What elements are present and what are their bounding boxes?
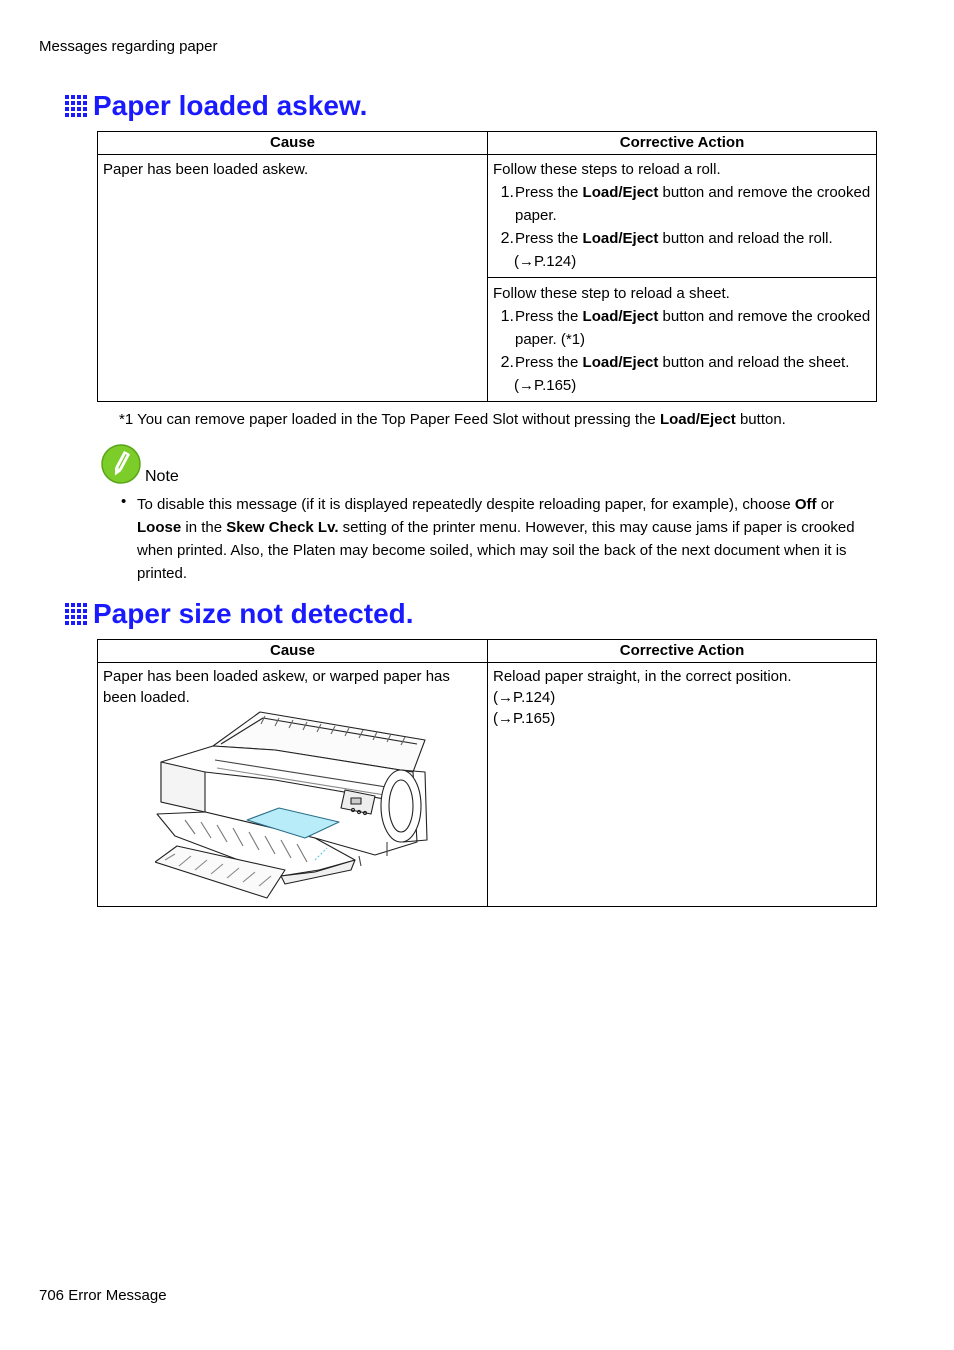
section-heading-paper-loaded-askew (65, 90, 367, 122)
section-title: Paper size not detected. (93, 598, 414, 629)
column-header-action: Corrective Action (488, 132, 877, 155)
load-eject-label: Load/Eject (582, 184, 659, 201)
step-list (493, 181, 871, 273)
load-eject-label: Load/Eject (582, 230, 659, 247)
load-eject-label: Load/Eject (582, 354, 659, 371)
error-table-askew (97, 131, 877, 402)
column-header-action: Corrective Action (488, 640, 877, 663)
load-eject-label: Load/Eject (659, 411, 736, 428)
step-list (493, 305, 871, 397)
step-text: Press the Load/Eject button and remove the crooked paper. (*1) (515, 308, 871, 348)
step-number: 2. (500, 230, 514, 247)
column-header-cause: Cause (98, 132, 488, 155)
page-footer: 706 Error Message (39, 1287, 167, 1304)
page-reference-link[interactable]: (→P.165) (514, 377, 577, 394)
column-header-cause: Cause (98, 640, 488, 663)
action-intro: Follow these steps to reload a roll. (493, 161, 721, 178)
cause-text: Paper has been loaded askew, or warped paper has been loaded. (103, 668, 450, 706)
list-item (493, 227, 871, 250)
note-label: Note (145, 468, 179, 485)
step-text: Press the Load/Eject button and reload the roll. (515, 230, 833, 247)
note-text: To disable this message (if it is displayed repeatedly despite reloading paper, for example), choose Off or Loose in the Skew Check Lv. setting of the printer menu. However, this may cause jams if paper is crooked when printed. Also, the Platen may become soiled, which may soil the back of the next document when it is printed. (137, 496, 855, 582)
printer-illustration (155, 710, 435, 902)
note-header (101, 444, 179, 484)
step-text: Press the Load/Eject button and reload the sheet. (515, 354, 850, 371)
page-reference-link[interactable]: (→P.124) (493, 689, 556, 706)
page-reference-link[interactable]: (→P.165) (493, 710, 556, 727)
step-number: 1. (500, 308, 514, 325)
load-eject-label: Load/Eject (582, 308, 659, 325)
grid-icon (65, 95, 87, 117)
step-number: 2. (500, 354, 514, 371)
action-cell-sheet (488, 278, 877, 402)
list-item (493, 351, 871, 374)
error-table-size-not-detected (97, 639, 877, 907)
footnote: *1 You can remove paper loaded in the Top Paper Feed Slot without pressing the Load/Eject button. (119, 411, 786, 428)
grid-icon (65, 603, 87, 625)
cause-cell (98, 663, 488, 907)
action-cell (488, 663, 877, 907)
step-text: Press the Load/Eject button and remove the crooked paper. (515, 184, 871, 224)
step-number: 1. (500, 184, 514, 201)
running-header: Messages regarding paper (39, 38, 218, 55)
bullet: • (121, 493, 127, 510)
action-intro: Follow these step to reload a sheet. (493, 285, 730, 302)
list-item (493, 305, 871, 351)
page-reference-link[interactable]: (→P.124) (514, 253, 577, 270)
pencil-note-icon (101, 444, 141, 484)
action-text: Reload paper straight, in the correct position. (493, 668, 792, 685)
cause-cell: Paper has been loaded askew. (98, 155, 488, 402)
section-heading-paper-size-not-detected (65, 598, 414, 630)
list-item (493, 181, 871, 227)
action-cell-roll (488, 155, 877, 278)
note-list (121, 493, 871, 585)
section-title: Paper loaded askew. (93, 90, 368, 121)
